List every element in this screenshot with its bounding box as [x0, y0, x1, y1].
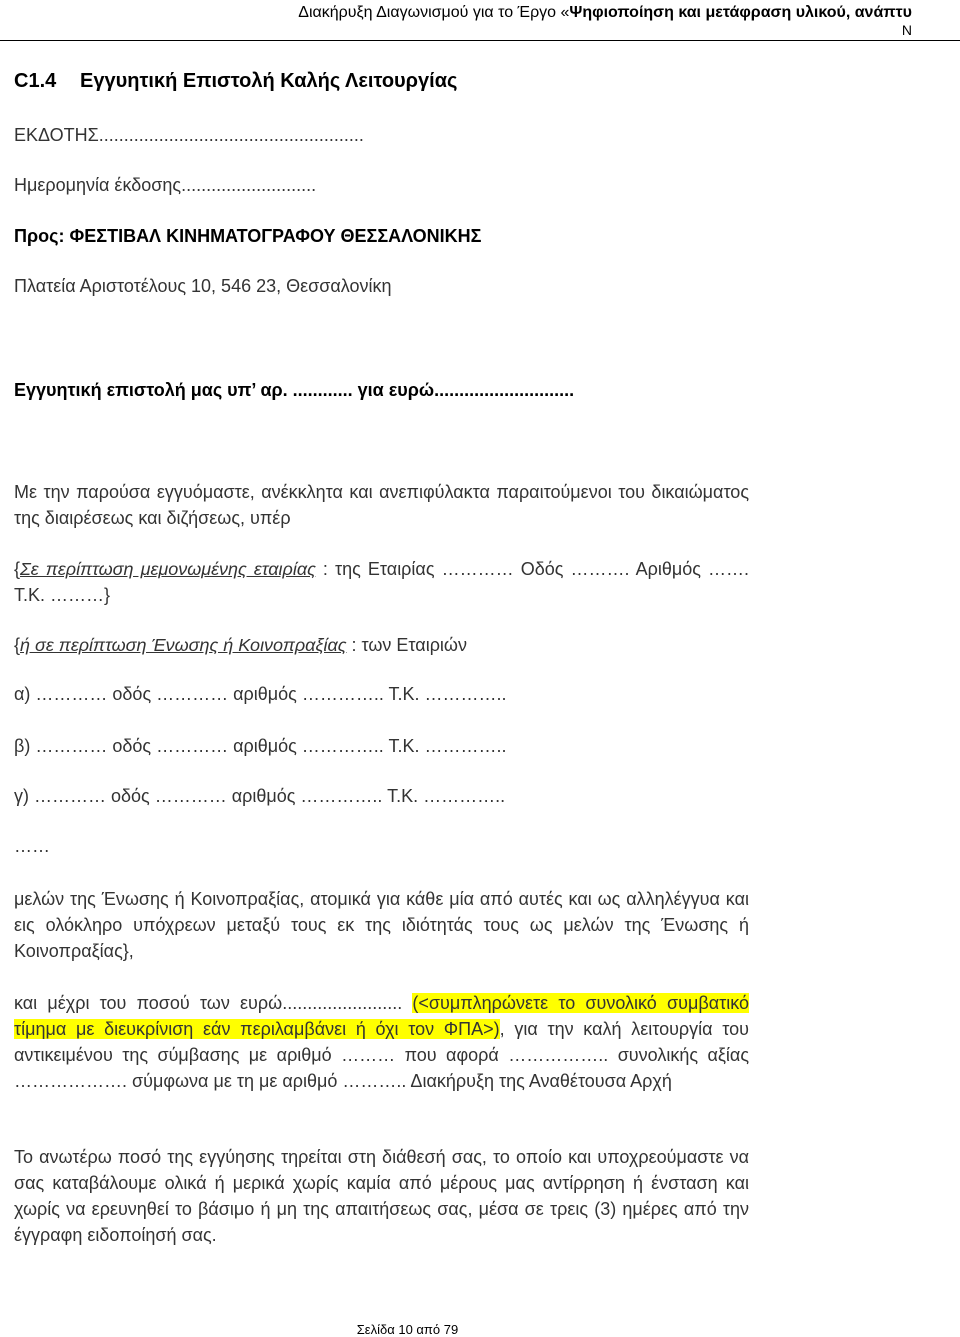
- single-company-label: Σε περίπτωση μεμονωμένης εταιρίας: [20, 559, 316, 579]
- amount-paragraph: [14, 990, 749, 1094]
- page-number: Σελίδα 10 από 79: [356, 1322, 459, 1337]
- section-number: C1.4: [14, 70, 57, 92]
- header-title-bold: Ψηφιοποίηση και μετάφραση υλικού, ανάπτυ: [569, 4, 912, 21]
- address-line: Πλατεία Αριστοτέλους 10, 546 23, Θεσσαλονίκη: [14, 276, 392, 296]
- amount-text: και μέχρι του ποσού των ευρώ........................: [14, 993, 413, 1013]
- union-details: : των Εταιριών: [346, 635, 467, 655]
- members-paragraph: μελών της Ένωσης ή Κοινοπραξίας, ατομικά για κάθε μία από αυτές και ως αλληλέγγυα και εις ολόκληρο υπόχρεων μεταξύ τους εκ της ιδιότητάς τους ως μελών της Ένωσης ή Κοινοπραξίας},: [14, 889, 749, 961]
- member-line-c: γ) ………… οδός ………… αριθμός ………….. Τ.Κ. …………..: [14, 786, 506, 806]
- union-clause: [14, 632, 749, 658]
- page-header: [298, 4, 912, 22]
- page-footer: [0, 1322, 960, 1337]
- header-divider: [0, 40, 960, 41]
- section-heading: [14, 70, 457, 93]
- union-label: ή σε περίπτωση Ένωσης ή Κοινοπραξίας: [20, 635, 347, 655]
- section-title: Εγγυητική Επιστολή Καλής Λειτουργίας: [80, 70, 458, 92]
- recipient-line: Προς: ΦΕΣΤΙΒΑΛ ΚΙΝΗΜΑΤΟΓΡΑΦΟΥ ΘΕΣΣΑΛΟΝΙΚΗΣ: [14, 226, 482, 246]
- member-line-a: α) ………… οδός ………… αριθμός ………….. Τ.Κ. …………..: [14, 684, 507, 704]
- issuer-line: ΕΚΔΟΤΗΣ.....................................................: [14, 125, 364, 145]
- issue-date-line: Ημερομηνία έκδοσης...........................: [14, 175, 317, 195]
- union-open-brace: {: [14, 635, 21, 655]
- single-open-brace: {: [14, 559, 21, 579]
- amount-continuation: , για την καλή λειτουργία του αντικειμένου της σύμβασης με αριθμό ……… που αφορά …………….. συνολικής αξίας ………………. σύμφωνα με τη με αριθμό ……….. Διακήρυξη της Αναθέτουσα Αρχή: [14, 1019, 749, 1091]
- single-company-details: : της Εταιρίας ………… Οδός ………. Αριθμός ……. Τ.Κ. ………}: [14, 559, 749, 605]
- header-subline: Ν: [901, 22, 912, 38]
- header-title-prefix: Διακήρυξη Διαγωνισμού για το Έργο «: [298, 4, 570, 21]
- intro-paragraph: Με την παρούσα εγγυόμαστε, ανέκκλητα και ανεπιφύλακτα παραιτούμενοι του δικαιώματος της διαιρέσεως και διζήσεως, υπέρ: [14, 482, 749, 528]
- member-line-more: ……: [14, 836, 50, 856]
- amount-highlight: (<συμπληρώνετε το συνολικό συμβατικό τίμημα με διευκρίνιση εάν περιλαμβάνει ή όχι τον ΦΠΑ>): [14, 993, 749, 1039]
- single-company-clause: [14, 556, 749, 608]
- guarantee-number-line: Εγγυητική επιστολή μας υπ’ αρ. ............ για ευρώ............................: [14, 380, 575, 400]
- member-line-b: β) ………… οδός ………… αριθμός ………….. Τ.Κ. …………..: [14, 736, 507, 756]
- closing-paragraph: Το ανωτέρω ποσό της εγγύησης τηρείται στη διάθεσή σας, το οποίο και υποχρεούμαστε να σας καταβάλουμε ολικά ή μερικά χωρίς καμία από μέρους μας αντίρρηση ή ένσταση και χωρίς να ερευνηθεί το βάσιμο ή μη της απαιτήσεως σας, μέσα σε τρεις (3) ημέρες από την έγγραφη ειδοποίησή σας.: [14, 1147, 749, 1245]
